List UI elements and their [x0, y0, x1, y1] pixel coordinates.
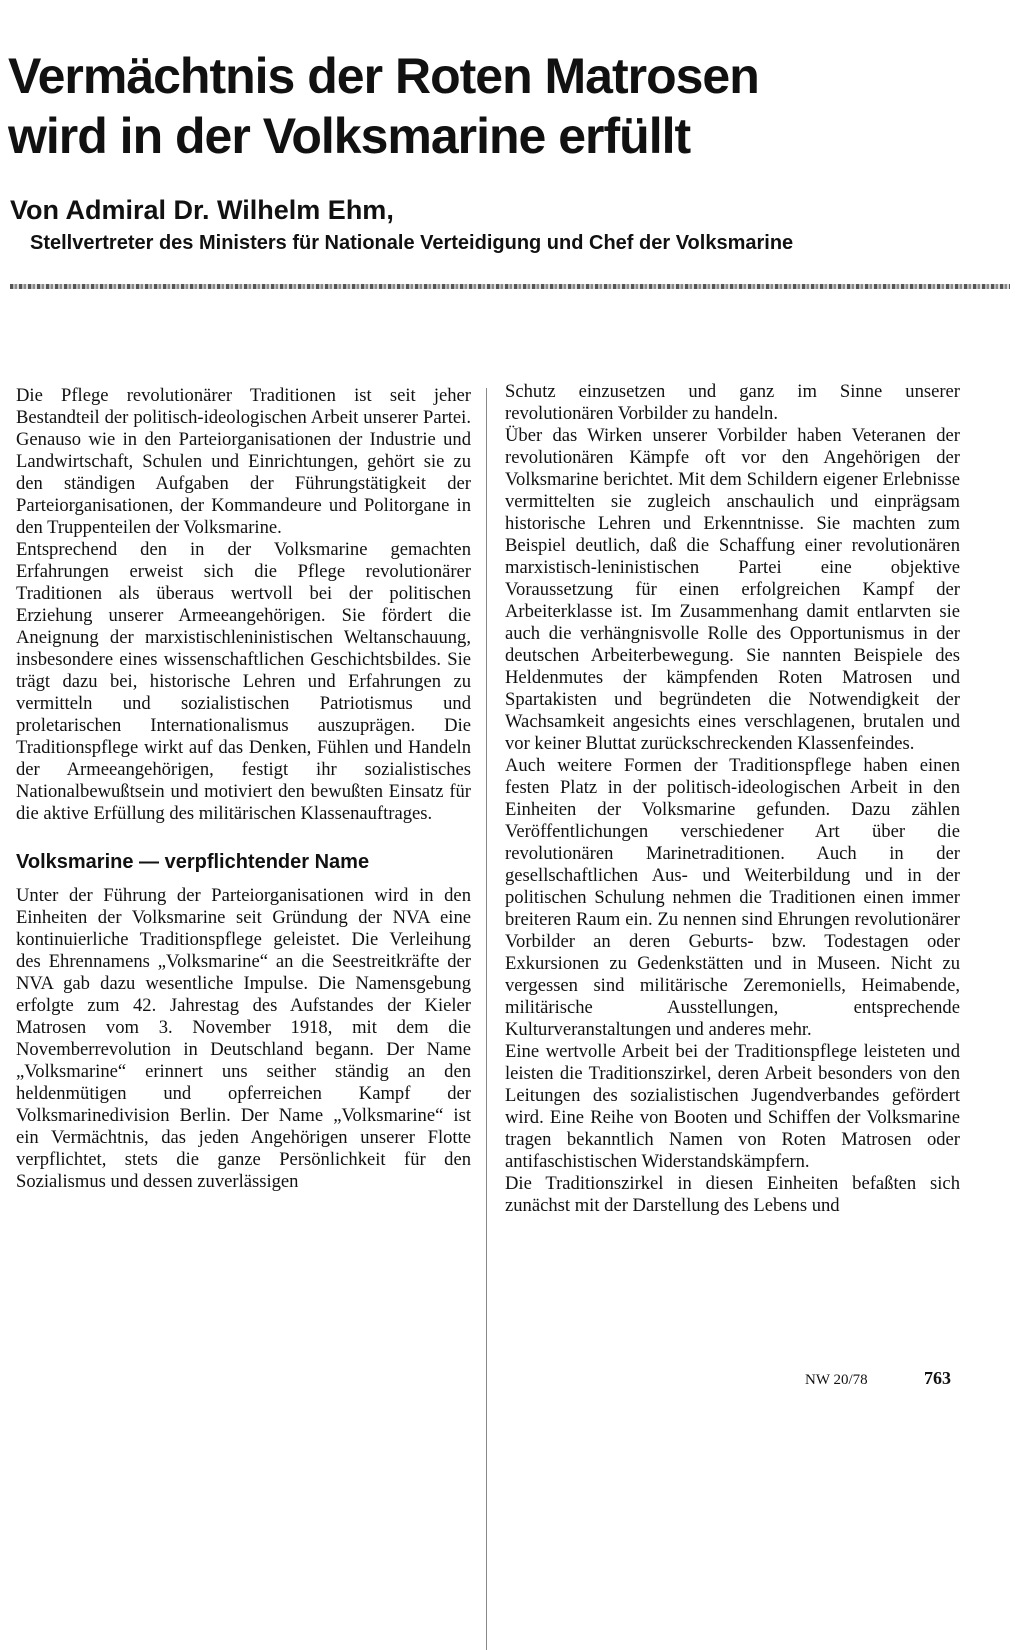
journal-reference: NW 20/78 [805, 1372, 868, 1388]
left-paragraph-1: Die Pflege revolutionärer Traditionen ist seit jeher Bestandteil der politisch-ideologischen Arbeit unserer Partei. Genauso wie in den Parteiorganisationen der Industrie und Landwirtschaft, Schulen und Einrichtungen, gehört sie zu den ständigen Aufgaben der Führungstätigkeit der Parteiorganisationen, der Kommandeure und Politorgane in den Truppenteilen der Volksmarine. [16, 385, 471, 538]
decorative-rule [10, 284, 1010, 289]
section-subheading: Volksmarine — verpflichtender Name [16, 851, 370, 873]
left-paragraph-3: Unter der Führung der Parteiorganisationen wird in den Einheiten der Volksmarine seit Gründung der NVA eine kontinuierliche Traditionspflege geleistet. Die Verleihung des Ehrennamens „Volksmarine“ an die Seestreitkräfte der NVA gab dazu wesentliche Impulse. Die Namensgebung erfolgte zum 42. Jahrestag des Aufstandes der Kieler Matrosen vom 3. November 1918, mit dem die Novemberrevolution in Deutschland begann. Der Name „Volksmarine“ erinnert uns seither ständig an den heldenmütigen und opferreichen Kampf der Volksmarinedivision Berlin. Der Name „Volksmarine“ ist ein Vermächtnis, das jeden Angehörigen unserer Flotte verpflichtet, stets die ganze Persönlichkeit für den Sozialismus und dessen zuverlässigen [16, 885, 471, 1192]
article-headline [8, 46, 1008, 166]
left-paragraph-2: Entsprechend den in der Volksmarine gemachten Erfahrungen erweist sich die Pflege revolutionärer Traditionen als überaus wertvoll bei der politischen Erziehung unserer Armeeangehörigen. Sie fördert die Aneignung der marxistischleninistischen Weltanschauung, insbesondere eines wissenschaftlichen Geschichtsbildes. Sie trägt dazu bei, historische Lehren und Erfahrungen zu vermitteln und sozialistischen Patriotismus und proletarischen Internationalismus auszuprägen. Die Traditionspflege wirkt auf das Denken, Fühlen und Handeln der Armeeangehörigen, festigt ihr sozialistisches Nationalbewußtsein und motiviert den bewußten Einsatz für die aktive Erfüllung des militärischen Klassenauftrages. [16, 539, 471, 824]
headline-line-1: Vermächtnis der Roten Matrosen [8, 48, 759, 104]
right-paragraph-4: Eine wertvolle Arbeit bei der Traditionspflege leisteten und leisten die Traditionszirkel, deren Arbeit besonders von den Leitungen des sozialistischen Jugendverbandes gefördert wird. Eine Reihe von Booten und Schiffen der Volksmarine tragen bekanntlich Namen von Roten Matrosen oder antifaschistischen Widerstandskämpfern. [505, 1041, 960, 1172]
page-number: 763 [924, 1368, 951, 1388]
author-role: Stellvertreter des Ministers für Nationale Verteidigung und Chef der Volksmarine [30, 232, 794, 254]
headline-line-2: wird in der Volksmarine erfüllt [8, 108, 691, 164]
right-paragraph-3: Auch weitere Formen der Traditionspflege haben einen festen Platz in der politisch-ideologischen Arbeit in den Einheiten der Volksmarine gefunden. Dazu zählen Veröffentlichungen verschiedener Art über die revolutionären Marinetraditionen. Auch in der gesellschaftlichen Aus- und Weiterbildung und in der politischen Schulung nehmen die Traditionen einen immer breiteren Raum ein. Zu nennen sind Ehrungen revolutionärer Vorbilder an deren Geburts- bzw. Todestagen oder Exkursionen zu Gedenkstätten und in Museen. Nicht zu vergessen sind militärische Zeremoniells, Heimabende, militärische Ausstellungen, entsprechende Kulturveranstaltungen und anderes mehr. [505, 755, 960, 1040]
column-divider [486, 388, 487, 1650]
right-paragraph-5: Die Traditionszirkel in diesen Einheiten befaßten sich zunächst mit der Darstellung des Lebens und [505, 1173, 960, 1216]
right-paragraph-1: Schutz einzusetzen und ganz im Sinne unserer revolutionären Vorbilder zu handeln. [505, 381, 960, 424]
left-column [16, 385, 471, 1193]
author-byline: Von Admiral Dr. Wilhelm Ehm, [10, 195, 394, 225]
right-column [505, 381, 960, 1217]
right-paragraph-2: Über das Wirken unserer Vorbilder haben Veteranen der revolutionären Kämpfe oft vor den Angehörigen der Volksmarine berichtet. Mit dem Schildern eigener Erlebnisse vermittelten sie zugleich anschaulich und einprägsam historische Lehren und Erkenntnisse. Sie machten zum Beispiel deutlich, daß die Schaffung einer revolutionären marxistisch-leninistischen Partei eine objektive Voraussetzung für einen erfolgreichen Kampf der Arbeiterklasse ist. Im Zusammenhang damit entlarvten sie auch die verhängnisvolle Rolle des Opportunismus in der deutschen Arbeiterbewegung. Sie nannten Beispiele des Heldenmutes der kämpfenden Roten Matrosen und Spartakisten und begründeten die Notwendigkeit der Wachsamkeit angesichts eines verschlagenen, brutalen und vor keiner Bluttat zurückschreckenden Klassenfeindes. [505, 425, 960, 754]
